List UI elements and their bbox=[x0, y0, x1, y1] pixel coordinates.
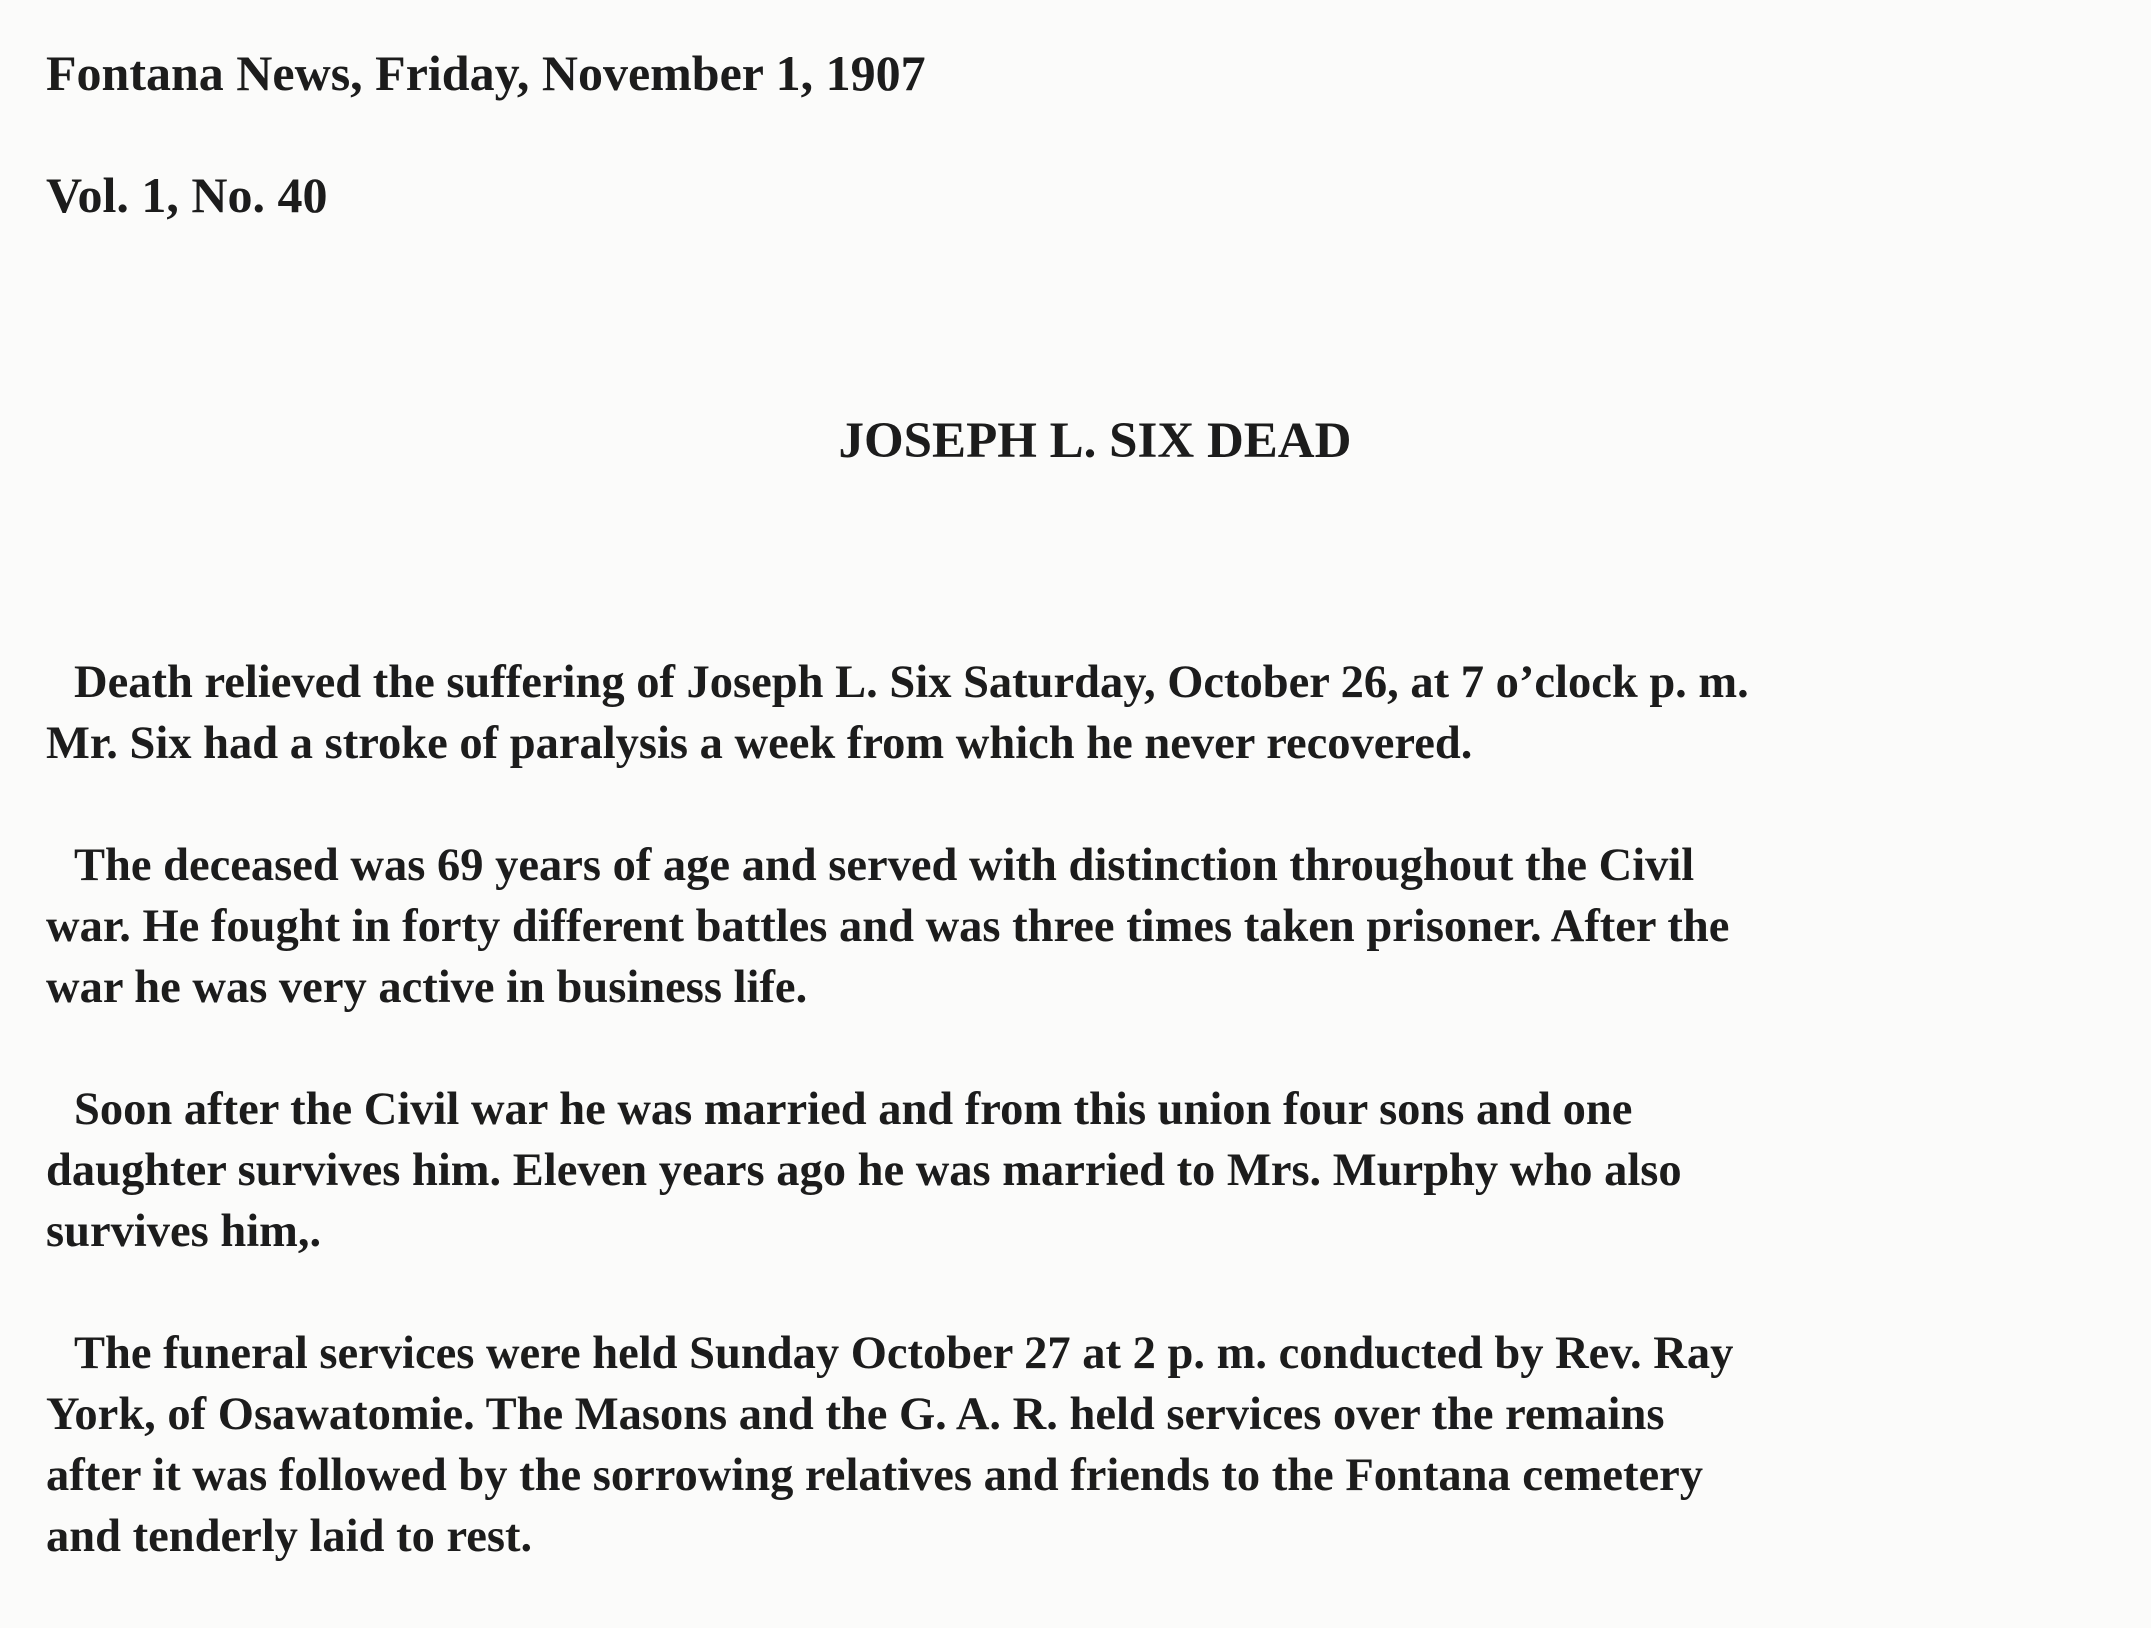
paragraph-line: Death relieved the suffering of Joseph L. Six Saturday, October 26, at 7 o’clock p. m. bbox=[74, 657, 1749, 708]
newspaper-dateline: Fontana News, Friday, November 1, 1907 bbox=[46, 45, 926, 101]
volume-issue: Vol. 1, No. 40 bbox=[46, 167, 328, 223]
paragraph-line: Mr. Six had a stroke of paralysis a week from which he never recovered. bbox=[46, 718, 1473, 769]
paragraph-line: The funeral services were held Sunday October 27 at 2 p. m. conducted by Rev. Ray bbox=[74, 1328, 1734, 1379]
article-paragraph bbox=[46, 1323, 2136, 1567]
paragraph-line: daughter survives him. Eleven years ago he was married to Mrs. Murphy who also bbox=[46, 1145, 1682, 1196]
paragraph-line: war. He fought in forty different battles and was three times taken prisoner. After the bbox=[46, 901, 1730, 952]
paragraph-line: and tenderly laid to rest. bbox=[46, 1511, 533, 1562]
article-paragraph bbox=[46, 835, 2136, 1018]
paragraph-line: York, of Osawatomie. The Masons and the G. A. R. held services over the remains bbox=[46, 1389, 1665, 1440]
paragraph-line: The deceased was 69 years of age and served with distinction throughout the Civil bbox=[74, 840, 1695, 891]
paragraph-line: Soon after the Civil war he was married and from this union four sons and one bbox=[74, 1084, 1633, 1135]
article-paragraph bbox=[46, 1079, 2136, 1262]
paragraph-line: war he was very active in business life. bbox=[46, 962, 808, 1013]
article-body bbox=[46, 652, 2136, 1628]
article-paragraph bbox=[46, 652, 2136, 774]
paragraph-line: survives him,. bbox=[46, 1206, 322, 1257]
paragraph-line: after it was followed by the sorrowing relatives and friends to the Fontana cemetery bbox=[46, 1450, 1703, 1501]
article-headline: JOSEPH L. SIX DEAD bbox=[838, 413, 1352, 469]
